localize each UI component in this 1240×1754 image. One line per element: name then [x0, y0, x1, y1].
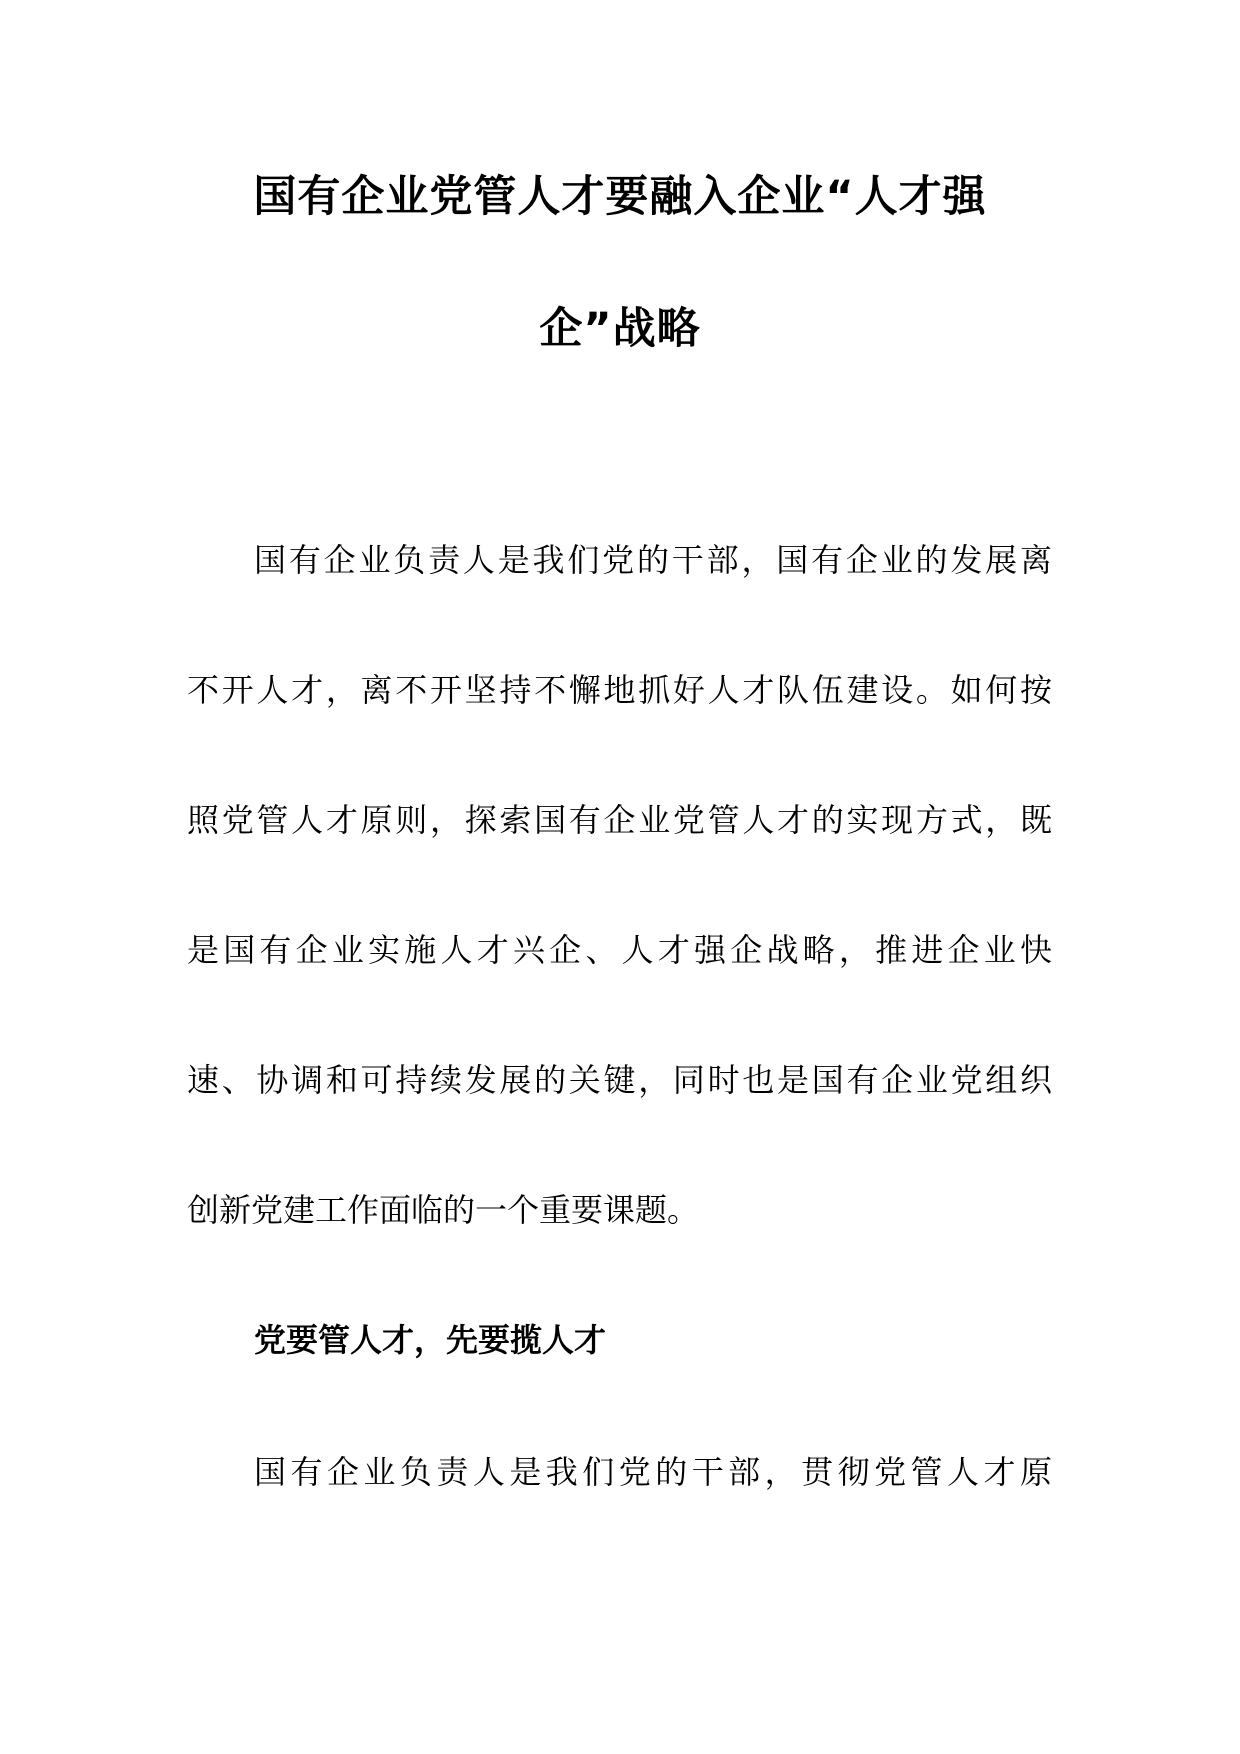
intro-paragraph-line-6: 创新党建工作面临的一个重要课题。	[187, 1191, 700, 1229]
section-paragraph-line-1: 国有企业负责人是我们党的干部，贯彻党管人才原	[254, 1453, 1052, 1491]
intro-paragraph-line-4: 是国有企业实施人才兴企、人才强企战略，推进企业快	[187, 931, 1052, 969]
document-title-line-1: 国有企业党管人才要融入企业“人才强	[253, 172, 987, 222]
intro-paragraph-line-1: 国有企业负责人是我们党的干部，国有企业的发展离	[254, 541, 1052, 579]
intro-paragraph-line-2: 不开人才，离不开坚持不懈地抓好人才队伍建设。如何按	[187, 671, 1052, 709]
section-heading: 党要管人才，先要揽人才	[254, 1321, 607, 1359]
document-title-line-2: 企”战略	[539, 304, 701, 354]
intro-paragraph-line-5: 速、协调和可持续发展的关键，同时也是国有企业党组织	[187, 1061, 1052, 1099]
intro-paragraph-line-3: 照党管人才原则，探索国有企业党管人才的实现方式，既	[187, 801, 1052, 839]
